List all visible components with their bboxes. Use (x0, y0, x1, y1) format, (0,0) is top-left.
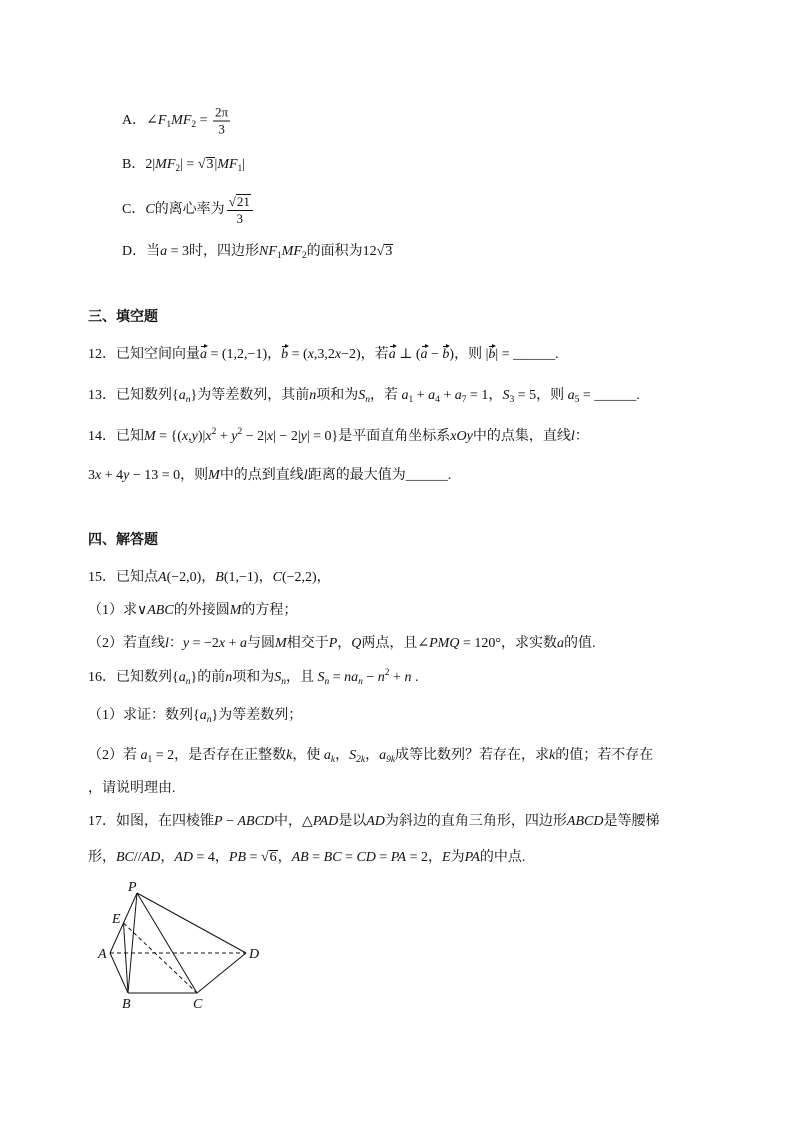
question-12 (88, 345, 559, 365)
math-variable: BC (116, 850, 134, 865)
math-variable: AD (366, 814, 385, 829)
fraction (213, 106, 230, 137)
math-variable: AD (174, 850, 194, 865)
text-run: ， (335, 748, 350, 763)
math-variable: M (229, 603, 242, 618)
text-run: （2）若直线 (88, 636, 165, 651)
subscript: 2 (175, 164, 181, 174)
text-run: 的面积为12 (306, 244, 377, 259)
text-run: − 2| (242, 429, 267, 444)
text-run: 的离心率为 (154, 202, 225, 218)
text-run: 是以 (338, 814, 367, 829)
text-run: ⊥ ( (395, 347, 421, 362)
math-variable: AB (291, 850, 309, 865)
vector: a (420, 347, 428, 362)
math-variable: M (208, 468, 220, 483)
math-variable: S (502, 388, 510, 403)
math-variable: x (266, 429, 274, 444)
text-run: − (427, 347, 443, 362)
text-run: C． (122, 202, 146, 218)
text-run: 的外接圆 (173, 603, 230, 618)
fraction-numerator (227, 194, 253, 211)
math-variable: a (140, 748, 148, 763)
question-15-part-1 (88, 601, 297, 621)
math-variable: na (344, 670, 359, 685)
radicand (236, 194, 251, 209)
text-run: ， (160, 850, 175, 865)
text-run: 3 (218, 121, 225, 137)
text-run: = −2 (189, 636, 219, 651)
text-run: ， (365, 748, 380, 763)
math-variable: PA (464, 850, 480, 865)
math-variable: x (218, 636, 226, 651)
subscript: 1 (237, 164, 243, 174)
option-a (122, 106, 232, 137)
text-run: 是等腰梯 (603, 814, 660, 829)
text-run: 3 (88, 468, 95, 483)
text-run: 为斜边的直角三角形，四边形 (384, 814, 567, 829)
radical-sign: √ (260, 850, 269, 865)
text-run: 为 (450, 850, 465, 865)
math-variable: xOy (450, 429, 473, 444)
radical-sign: √ (376, 244, 385, 259)
math-variable: a (160, 244, 168, 259)
text-run: | = (180, 157, 198, 172)
text-run: ： (574, 429, 589, 444)
math-variable: y (191, 429, 198, 444)
text-run: }为等差数列； (211, 708, 303, 723)
subscript: 5 (574, 395, 580, 405)
math-variable: a (556, 636, 564, 651)
vector: a (200, 347, 207, 362)
text-run: ∠ (146, 113, 158, 129)
text-run: ,3,2 (313, 347, 335, 362)
text-run: + (389, 670, 405, 685)
section-heading-fill-in: 三、填空题 (88, 310, 158, 325)
superscript: 2 (211, 427, 217, 437)
text-run: }的前 (190, 670, 226, 685)
text-run: 项和为 (232, 670, 275, 685)
question-16-part-2 (88, 746, 653, 766)
text-run: = 2， (406, 850, 443, 865)
edge-pb (128, 893, 137, 993)
question-16-stem (88, 668, 418, 688)
text-run: 的中点. (479, 850, 526, 865)
math-variable: n (404, 670, 412, 685)
math-variable: NF (259, 244, 277, 259)
question-13 (88, 386, 640, 406)
math-variable: M (144, 429, 156, 444)
math-variable: a (379, 748, 387, 763)
text-run: = 120°，求实数 (459, 636, 557, 651)
math-variable: a (199, 708, 207, 723)
subscript: 7 (461, 395, 467, 405)
text-run: 17．如图，在四棱锥 (88, 814, 214, 829)
math-variable: x (307, 347, 314, 362)
math-variable: l (570, 429, 575, 444)
segment-eb (124, 923, 129, 993)
question-16-part-2-continued (88, 779, 176, 799)
math-variable: S (274, 670, 282, 685)
vector: b (488, 347, 496, 362)
math-variable: MF (155, 157, 176, 172)
question-14-line-2 (88, 466, 451, 486)
square-root (198, 157, 215, 172)
math-variable: S (358, 388, 366, 403)
text-run: − 13 = 0，则 (129, 468, 209, 483)
math-variable: A (158, 570, 167, 585)
math-variable: P (214, 814, 223, 829)
text-run: 与圆 (247, 636, 276, 651)
math-variable: y (231, 429, 238, 444)
text-run: 15．已知点 (88, 570, 158, 585)
text-run: 16．已知数列{ (88, 670, 179, 685)
math-variable: k (549, 748, 556, 763)
radicand (206, 157, 215, 172)
text-run: 相交于 (286, 636, 329, 651)
question-15-part-2 (88, 634, 595, 654)
text-run: , (188, 429, 192, 444)
radical-sign: √ (197, 157, 206, 172)
subscript: 2 (301, 251, 307, 261)
text-run: 成等比数列？若存在，求 (395, 748, 550, 763)
text-run: 3 (206, 157, 214, 172)
math-variable: a (454, 388, 462, 403)
pyramid-figure (90, 875, 270, 1015)
vector: b (281, 347, 289, 362)
text-run: （2）若 (88, 748, 141, 763)
text-run: (−2,0)， (166, 570, 216, 585)
text-run: （1）求∨ (88, 603, 148, 618)
edge-cd (197, 953, 246, 993)
math-variable: C (272, 570, 282, 585)
math-variable: a (428, 388, 436, 403)
math-variable: l (165, 636, 169, 651)
text-run: B． (122, 157, 146, 172)
math-variable: F (157, 113, 167, 129)
text-run: + (439, 388, 455, 403)
question-16-part-1 (88, 706, 302, 726)
subscript: 9k (386, 755, 396, 765)
math-variable: PB (228, 850, 247, 865)
subscript: n (185, 395, 191, 405)
option-b (122, 155, 245, 175)
subscript: n (281, 677, 286, 687)
text-run: 21 (236, 194, 250, 209)
text-run: ， (277, 850, 292, 865)
text-run: = (246, 850, 261, 865)
text-run: = 4， (193, 850, 229, 865)
math-variable: x (205, 429, 212, 444)
math-variable: S (349, 748, 357, 763)
text-run: ，且 (285, 670, 318, 685)
vector: a (388, 347, 396, 362)
subscript: 2 (191, 120, 197, 131)
vector: b (442, 347, 450, 362)
math-variable: y (123, 468, 130, 483)
text-run: D．当 (122, 244, 161, 259)
math-variable: Q (351, 636, 362, 651)
subscript: n (324, 677, 330, 687)
text-run: = (375, 850, 391, 865)
fraction-numerator (213, 106, 230, 122)
math-variable: S (317, 670, 325, 685)
radicand (269, 850, 278, 865)
text-run: ， (337, 636, 352, 651)
text-run: = (329, 670, 345, 685)
text-run: + (216, 429, 232, 444)
option-c (122, 194, 255, 226)
text-run: 6 (269, 850, 277, 865)
text-run: 的方程； (241, 603, 298, 618)
subscript: 1 (408, 395, 414, 405)
text-run: | = ______. (495, 347, 559, 362)
text-run: 中的点到直线 (219, 468, 304, 483)
math-variable: k (286, 748, 293, 763)
text-run: (1,−1)， (223, 570, 273, 585)
text-run: = (1,2,−1)， (207, 347, 282, 362)
subscript: n (185, 677, 191, 687)
text-run: 的值. (563, 636, 596, 651)
text-run: | (242, 157, 246, 172)
subscript: n (206, 715, 212, 725)
text-run: −2)，若 (341, 347, 389, 362)
text-run: = (308, 850, 324, 865)
option-d (122, 242, 393, 262)
text-run: ，若 (369, 388, 402, 403)
text-run: + (413, 388, 429, 403)
text-run: = (196, 113, 212, 129)
question-17-line-2 (88, 848, 525, 868)
text-run: ： (168, 636, 183, 651)
math-variable: n (377, 670, 385, 685)
text-run: 两点，且∠ (361, 636, 430, 651)
math-variable: C (145, 202, 155, 218)
text-run: 12．已知空间向量 (88, 347, 200, 362)
text-run: = {( (155, 429, 182, 444)
text-run: ，使 (292, 748, 324, 763)
math-variable: ABCD (566, 814, 604, 829)
math-variable: PAD (312, 814, 339, 829)
fraction-denominator (227, 211, 253, 226)
text-run: 14．已知 (88, 429, 144, 444)
vertex-label-c: C (193, 997, 203, 1012)
vertex-label-b: B (122, 997, 131, 1012)
question-14-line-1 (88, 427, 589, 447)
text-run: − (222, 814, 238, 829)
text-run: 项和为 (316, 388, 359, 403)
text-run: | − 2| (273, 429, 301, 444)
text-run: | = 0}是平面直角坐标系 (306, 429, 451, 444)
math-variable: x (95, 468, 102, 483)
fraction (227, 194, 253, 226)
subscript: 4 (435, 395, 440, 405)
math-variable: BC (323, 850, 342, 865)
math-variable: a (178, 388, 186, 403)
vertex-label-d: D (249, 947, 260, 962)
math-variable: a (567, 388, 575, 403)
math-variable: n (225, 670, 233, 685)
text-run: 距离的最大值为______. (307, 468, 452, 483)
math-variable: B (215, 570, 224, 585)
section-heading-solutions: 四、解答题 (88, 533, 158, 548)
subscript: 1 (276, 251, 282, 261)
math-variable: PA (390, 850, 407, 865)
math-variable: a (178, 670, 186, 685)
fraction-denominator (213, 122, 230, 137)
text-run: 中，△ (274, 814, 313, 829)
math-variable: PMQ (429, 636, 460, 651)
text-run: 13．已知数列{ (88, 388, 179, 403)
math-variable: MF (281, 244, 302, 259)
math-variable: E (442, 850, 451, 865)
text-run: + 4 (101, 468, 124, 483)
math-variable: a (401, 388, 409, 403)
math-variable: a (240, 636, 248, 651)
subscript: k (330, 755, 336, 765)
subscript: 1 (147, 755, 153, 765)
text-run: 3 (236, 211, 243, 226)
square-root (229, 194, 251, 209)
text-run: = (341, 850, 357, 865)
edge-pd (137, 893, 246, 953)
superscript: 2 (237, 427, 243, 437)
text-run: − (362, 670, 378, 685)
text-run: + (225, 636, 241, 651)
text-run: 形， (88, 850, 116, 865)
text-run: ，请说明理由. (88, 781, 176, 796)
radical-sign: √ (228, 194, 236, 209)
subscript: 1 (166, 120, 172, 131)
text-run: (−2,2)， (281, 570, 331, 585)
subscript: 3 (509, 395, 515, 405)
text-run: 3 (385, 244, 393, 259)
radicand (384, 244, 393, 259)
vertex-label-a: A (98, 947, 107, 962)
math-variable: ABC (147, 603, 174, 618)
text-run: = 2，是否存在正整数 (152, 748, 287, 763)
text-run: = 5，则 (514, 388, 568, 403)
math-variable: ABCD (237, 814, 275, 829)
math-variable: MF (171, 113, 192, 129)
text-run: 2| (145, 157, 156, 172)
math-variable: x (334, 347, 342, 362)
hidden-segment-ec (124, 923, 198, 993)
math-variable: l (303, 468, 308, 483)
math-variable: y (182, 636, 190, 651)
edge-pc (137, 893, 197, 993)
question-15-stem (88, 568, 331, 588)
math-variable: AD (141, 850, 161, 865)
superscript: 2 (384, 668, 390, 678)
math-variable: n (309, 388, 317, 403)
text-run: 2π (215, 104, 229, 120)
math-variable: y (300, 429, 307, 444)
text-run: A． (122, 113, 147, 129)
vertex-label-e: E (112, 912, 121, 927)
vertex-label-p: P (128, 880, 137, 895)
subscript: n (365, 395, 370, 405)
subscript: n (358, 677, 363, 687)
text-run: | (214, 157, 218, 172)
text-run: . (411, 670, 419, 685)
text-run: )| (197, 429, 206, 444)
math-variable: P (328, 636, 338, 651)
text-run: = 1， (466, 388, 503, 403)
edge-ab (110, 953, 128, 993)
text-run: }为等差数列，其前 (190, 388, 310, 403)
math-variable: CD (356, 850, 376, 865)
text-run: （1）求证：数列{ (88, 708, 200, 723)
question-17-line-1 (88, 812, 659, 832)
text-run: = ______. (579, 388, 640, 403)
math-variable: a (323, 748, 331, 763)
text-run: 中的点集，直线 (472, 429, 571, 444)
text-run: = ( (288, 347, 308, 362)
text-run: // (133, 850, 142, 865)
math-variable: x (181, 429, 189, 444)
math-variable: M (275, 636, 287, 651)
square-root (377, 244, 394, 259)
text-run: = 3时，四边形 (167, 244, 260, 259)
math-variable: MF (217, 157, 238, 172)
text-run: )，则 | (449, 347, 489, 362)
square-root (261, 850, 278, 865)
text-run: 的值；若不存在 (555, 748, 654, 763)
subscript: 2k (356, 755, 366, 765)
